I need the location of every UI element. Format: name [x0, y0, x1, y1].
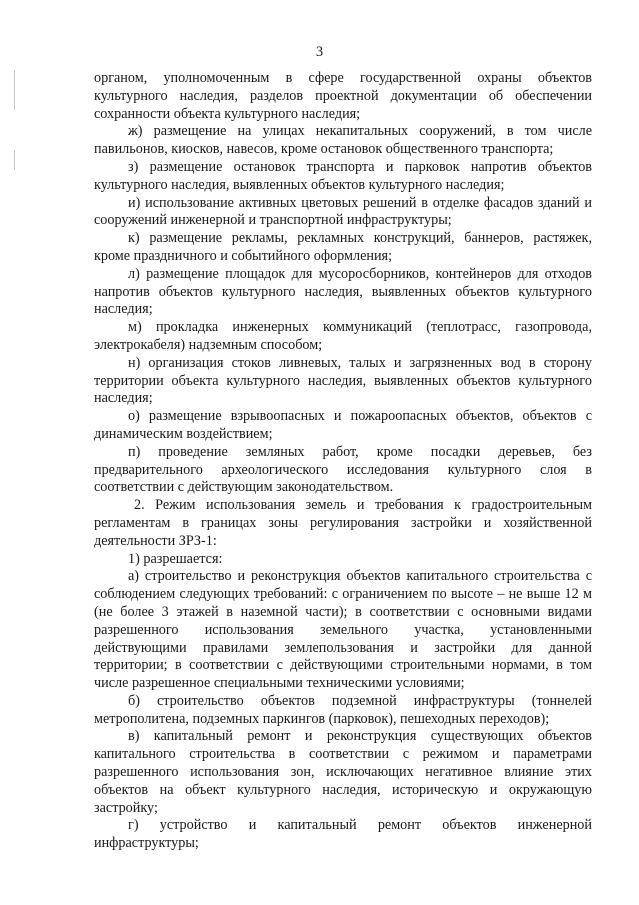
- paragraph: з) размещение остановок транспорта и парковок напротив объектов культурного наследия, выявленных объектов культурного наследия;: [94, 158, 592, 193]
- paragraph: н) организация стоков ливневых, талых и загрязненных вод в сторону территории объекта культурного наследия, выявленных объектов культурного наследия;: [94, 354, 592, 407]
- section-heading: 2. Режим использования земель и требования к градостроительным регламентам в границах зоны регулирования застройки и хозяйственной деятельности ЗРЗ-1:: [94, 497, 592, 549]
- scan-edge-mark: [14, 150, 15, 170]
- paragraph: органом, уполномоченным в сфере государственной охраны объектов культурного наследия, разделов проектной документации об обеспечении сохранности объекта культурного наследия;: [94, 70, 592, 122]
- paragraph: л) размещение площадок для мусоросборников, контейнеров для отходов напротив объектов культурного наследия, выявленных объектов культурного наследия;: [94, 265, 592, 318]
- scan-edge-mark: [14, 70, 15, 110]
- paragraph: б) строительство объектов подземной инфраструктуры (тоннелей метрополитена, подземных паркингов (парковок), пешеходных переходов);: [94, 692, 592, 727]
- paragraph: п) проведение земляных работ, кроме посадки деревьев, без предварительного археологического исследования культурного слоя в соответствии с действующим законодательством.: [94, 443, 592, 496]
- paragraph: о) размещение взрывоопасных и пожароопасных объектов, объектов с динамическим воздействием;: [94, 408, 592, 442]
- paragraph: 1) разрешается:: [128, 550, 223, 567]
- document-body: [94, 70, 592, 853]
- paragraph: г) устройство и капитальный ремонт объектов инженерной инфраструктуры;: [94, 817, 592, 852]
- paragraph: к) размещение рекламы, рекламных конструкций, баннеров, растяжек, кроме праздничного и событийного оформления;: [94, 230, 592, 264]
- paragraph: в) капитальный ремонт и реконструкция существующих объектов капитального строительства в соответствии с режимом и параметрами разрешенного использования зон, исключающих негативное влияние этих объектов на объект культурного наследия, историческую и окружающую застройку;: [94, 728, 592, 816]
- paragraph: м) прокладка инженерных коммуникаций (теплотрасс, газопровода, электрокабеля) надземным способом;: [94, 319, 592, 353]
- page-number: 3: [315, 44, 324, 60]
- paragraph: и) использование активных цветовых решений в отделке фасадов зданий и сооружений инженерной и транспортной инфраструктуры;: [94, 194, 592, 229]
- paragraph: ж) размещение на улицах некапитальных сооружений, в том числе павильонов, киосков, навесов, кроме остановок общественного транспорта;: [94, 123, 592, 158]
- paragraph: а) строительство и реконструкция объектов капитального строительства с соблюдением следующих требований: с ограничением по высоте – не выше 12 м (не более 3 этажей в наземной части); в соответствии с основными видами разрешенного использования земельного участка, установленными действующими правилами землепользования и застройки для данной территории; в соответствии с действующими строительными нормами, в том числе разрешенное специальными техническими условиями;: [94, 568, 592, 692]
